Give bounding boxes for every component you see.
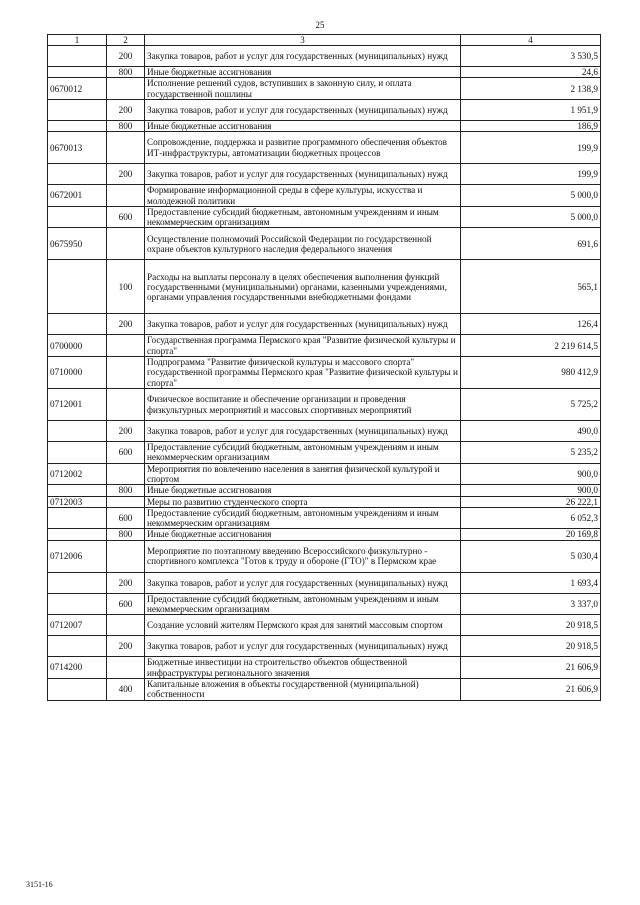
table-row: [48, 529, 601, 540]
page-number: 25: [315, 20, 325, 30]
row-expense-type: 200: [107, 164, 145, 185]
row-name: Иные бюджетные ассигнования: [145, 67, 461, 78]
row-code: [48, 421, 107, 442]
row-amount: 900,0: [461, 485, 601, 496]
table-row: [48, 164, 601, 185]
table-row: [48, 120, 601, 131]
row-expense-type: 800: [107, 120, 145, 131]
header-col-2: 2: [107, 35, 145, 46]
row-name: Создание условий жителям Пермского края для занятий массовым спортом: [145, 615, 461, 636]
table-row: [48, 260, 601, 314]
row-code: [48, 529, 107, 540]
row-code: [48, 120, 107, 131]
row-expense-type: [107, 496, 145, 507]
row-name: Предоставление субсидий бюджетным, автономным учреждениям и иным некоммерческим организациям: [145, 593, 461, 615]
row-code: [48, 593, 107, 615]
row-expense-type: 200: [107, 636, 145, 657]
row-code: 0700000: [48, 335, 107, 357]
table-row: [48, 206, 601, 228]
row-expense-type: 200: [107, 314, 145, 335]
row-name: Подпрограмма "Развитие физической культуры и массового спорта" государственной программы Пермского края "Развитие физической культуры и спорта": [145, 357, 461, 389]
row-expense-type: 800: [107, 67, 145, 78]
table-row: [48, 485, 601, 496]
table-row: [48, 185, 601, 207]
row-expense-type: 400: [107, 678, 145, 700]
row-code: [48, 678, 107, 700]
row-expense-type: 200: [107, 99, 145, 120]
table-row: [48, 314, 601, 335]
table-body: [48, 46, 601, 700]
row-expense-type: 200: [107, 46, 145, 67]
row-name: Мероприятие по поэтапному введению Всероссийского физкультурно - спортивного комплекса "Готов к труду и обороне (ГТО)" в Пермском крае: [145, 540, 461, 572]
header-col-1: 1: [48, 35, 107, 46]
table-row: [48, 421, 601, 442]
row-name: Закупка товаров, работ и услуг для государственных (муниципальных) нужд: [145, 572, 461, 593]
table-row: [48, 507, 601, 529]
table-row: [48, 389, 601, 421]
row-code: 0672001: [48, 185, 107, 207]
row-expense-type: [107, 335, 145, 357]
row-expense-type: 600: [107, 507, 145, 529]
row-name: Бюджетные инвестиции на строительство объектов общественной инфраструктуры регионального значения: [145, 657, 461, 679]
row-code: 0710000: [48, 357, 107, 389]
row-name: Закупка товаров, работ и услуг для государственных (муниципальных) нужд: [145, 636, 461, 657]
row-name: Сопровождение, поддержка и развитие программного обеспечения объектов ИТ-инфраструктуры, автоматизации бюджетных процессов: [145, 132, 461, 164]
row-amount: 900,0: [461, 463, 601, 485]
row-amount: 5 725,2: [461, 389, 601, 421]
row-expense-type: 600: [107, 593, 145, 615]
row-amount: 20 918,5: [461, 636, 601, 657]
table-row: [48, 678, 601, 700]
row-amount: 20 169,8: [461, 529, 601, 540]
document-code: 3151-16: [26, 880, 53, 889]
row-name: Исполнение решений судов, вступивших в законную силу, и оплата государственной пошлины: [145, 78, 461, 100]
row-name: Расходы на выплаты персоналу в целях обеспечения выполнения функций государственными (муниципальными) органами, казенными учреждениями, органами управления государственными внебюджетными фондами: [145, 260, 461, 314]
row-expense-type: [107, 357, 145, 389]
row-code: [48, 314, 107, 335]
table-row: [48, 593, 601, 615]
table-header-row: [48, 35, 601, 46]
row-amount: 2 138,9: [461, 78, 601, 100]
row-amount: 5 235,2: [461, 442, 601, 464]
row-amount: 199,9: [461, 164, 601, 185]
row-amount: 3 337,0: [461, 593, 601, 615]
row-amount: 565,1: [461, 260, 601, 314]
table-row: [48, 46, 601, 67]
row-name: Иные бюджетные ассигнования: [145, 529, 461, 540]
row-expense-type: 600: [107, 206, 145, 228]
row-name: Закупка товаров, работ и услуг для государственных (муниципальных) нужд: [145, 421, 461, 442]
row-amount: 3 530,5: [461, 46, 601, 67]
row-name: Закупка товаров, работ и услуг для государственных (муниципальных) нужд: [145, 314, 461, 335]
budget-table: [47, 34, 601, 701]
row-name: Иные бюджетные ассигнования: [145, 485, 461, 496]
row-name: Меры по развитию студенческого спорта: [145, 496, 461, 507]
table-row: [48, 99, 601, 120]
row-expense-type: [107, 389, 145, 421]
row-expense-type: 200: [107, 421, 145, 442]
row-expense-type: 800: [107, 485, 145, 496]
row-code: [48, 260, 107, 314]
row-amount: 21 606,9: [461, 657, 601, 679]
table-row: [48, 228, 601, 260]
header-col-3: 3: [145, 35, 461, 46]
row-amount: 6 052,3: [461, 507, 601, 529]
row-code: [48, 572, 107, 593]
table-row: [48, 357, 601, 389]
row-name: Государственная программа Пермского края "Развитие физической культуры и спорта": [145, 335, 461, 357]
row-amount: 691,6: [461, 228, 601, 260]
row-expense-type: [107, 540, 145, 572]
row-amount: 21 606,9: [461, 678, 601, 700]
row-name: Закупка товаров, работ и услуг для государственных (муниципальных) нужд: [145, 99, 461, 120]
row-code: 0712001: [48, 389, 107, 421]
row-code: 0670012: [48, 78, 107, 100]
row-name: Мероприятия по вовлечению населения в занятия физической культурой и спортом: [145, 463, 461, 485]
row-expense-type: [107, 615, 145, 636]
row-code: [48, 507, 107, 529]
header-col-4: 4: [461, 35, 601, 46]
table-row: [48, 496, 601, 507]
row-expense-type: [107, 132, 145, 164]
table-row: [48, 442, 601, 464]
row-amount: 5 000,0: [461, 185, 601, 207]
row-expense-type: [107, 463, 145, 485]
row-amount: 5 000,0: [461, 206, 601, 228]
table-row: [48, 636, 601, 657]
row-name: Предоставление субсидий бюджетным, автономным учреждениям и иным некоммерческим организациям: [145, 507, 461, 529]
table-row: [48, 615, 601, 636]
row-code: [48, 99, 107, 120]
table-row: [48, 540, 601, 572]
row-name: Закупка товаров, работ и услуг для государственных (муниципальных) нужд: [145, 46, 461, 67]
table-row: [48, 132, 601, 164]
row-code: [48, 206, 107, 228]
row-code: 0712007: [48, 615, 107, 636]
table-row: [48, 78, 601, 100]
row-amount: 1 693,4: [461, 572, 601, 593]
table-row: [48, 572, 601, 593]
row-name: Физическое воспитание и обеспечение организации и проведения физкультурных мероприятий и массовых спортивных мероприятий: [145, 389, 461, 421]
row-code: [48, 442, 107, 464]
row-amount: 186,9: [461, 120, 601, 131]
row-name: Капитальные вложения в объекты государственной (муниципальной) собственности: [145, 678, 461, 700]
row-code: [48, 164, 107, 185]
row-expense-type: 100: [107, 260, 145, 314]
row-name: Закупка товаров, работ и услуг для государственных (муниципальных) нужд: [145, 164, 461, 185]
row-code: 0712002: [48, 463, 107, 485]
row-code: [48, 636, 107, 657]
row-expense-type: [107, 228, 145, 260]
table-row: [48, 335, 601, 357]
row-code: 0675950: [48, 228, 107, 260]
row-amount: 980 412,9: [461, 357, 601, 389]
row-code: 0712003: [48, 496, 107, 507]
row-name: Предоставление субсидий бюджетным, автономным учреждениям и иным некоммерческим организациям: [145, 206, 461, 228]
row-amount: 1 951,9: [461, 99, 601, 120]
row-code: [48, 46, 107, 67]
row-code: 0670013: [48, 132, 107, 164]
row-expense-type: [107, 185, 145, 207]
table-row: [48, 67, 601, 78]
row-amount: 2 219 614,5: [461, 335, 601, 357]
row-code: 0714200: [48, 657, 107, 679]
row-amount: 126,4: [461, 314, 601, 335]
row-code: [48, 67, 107, 78]
row-expense-type: 800: [107, 529, 145, 540]
row-amount: 199,9: [461, 132, 601, 164]
row-amount: 490,0: [461, 421, 601, 442]
row-code: 0712006: [48, 540, 107, 572]
row-code: [48, 485, 107, 496]
row-amount: 26 222,1: [461, 496, 601, 507]
row-amount: 24,6: [461, 67, 601, 78]
row-amount: 5 030,4: [461, 540, 601, 572]
row-expense-type: [107, 657, 145, 679]
row-name: Иные бюджетные ассигнования: [145, 120, 461, 131]
row-expense-type: 600: [107, 442, 145, 464]
row-expense-type: [107, 78, 145, 100]
row-expense-type: 200: [107, 572, 145, 593]
row-name: Формирование информационной среды в сфере культуры, искусства и молодежной политики: [145, 185, 461, 207]
row-name: Предоставление субсидий бюджетным, автономным учреждениям и иным некоммерческим организациям: [145, 442, 461, 464]
row-amount: 20 918,5: [461, 615, 601, 636]
table-row: [48, 463, 601, 485]
row-name: Осуществление полномочий Российской Федерации по государственной охране объектов культурного наследия федерального значения: [145, 228, 461, 260]
table-row: [48, 657, 601, 679]
